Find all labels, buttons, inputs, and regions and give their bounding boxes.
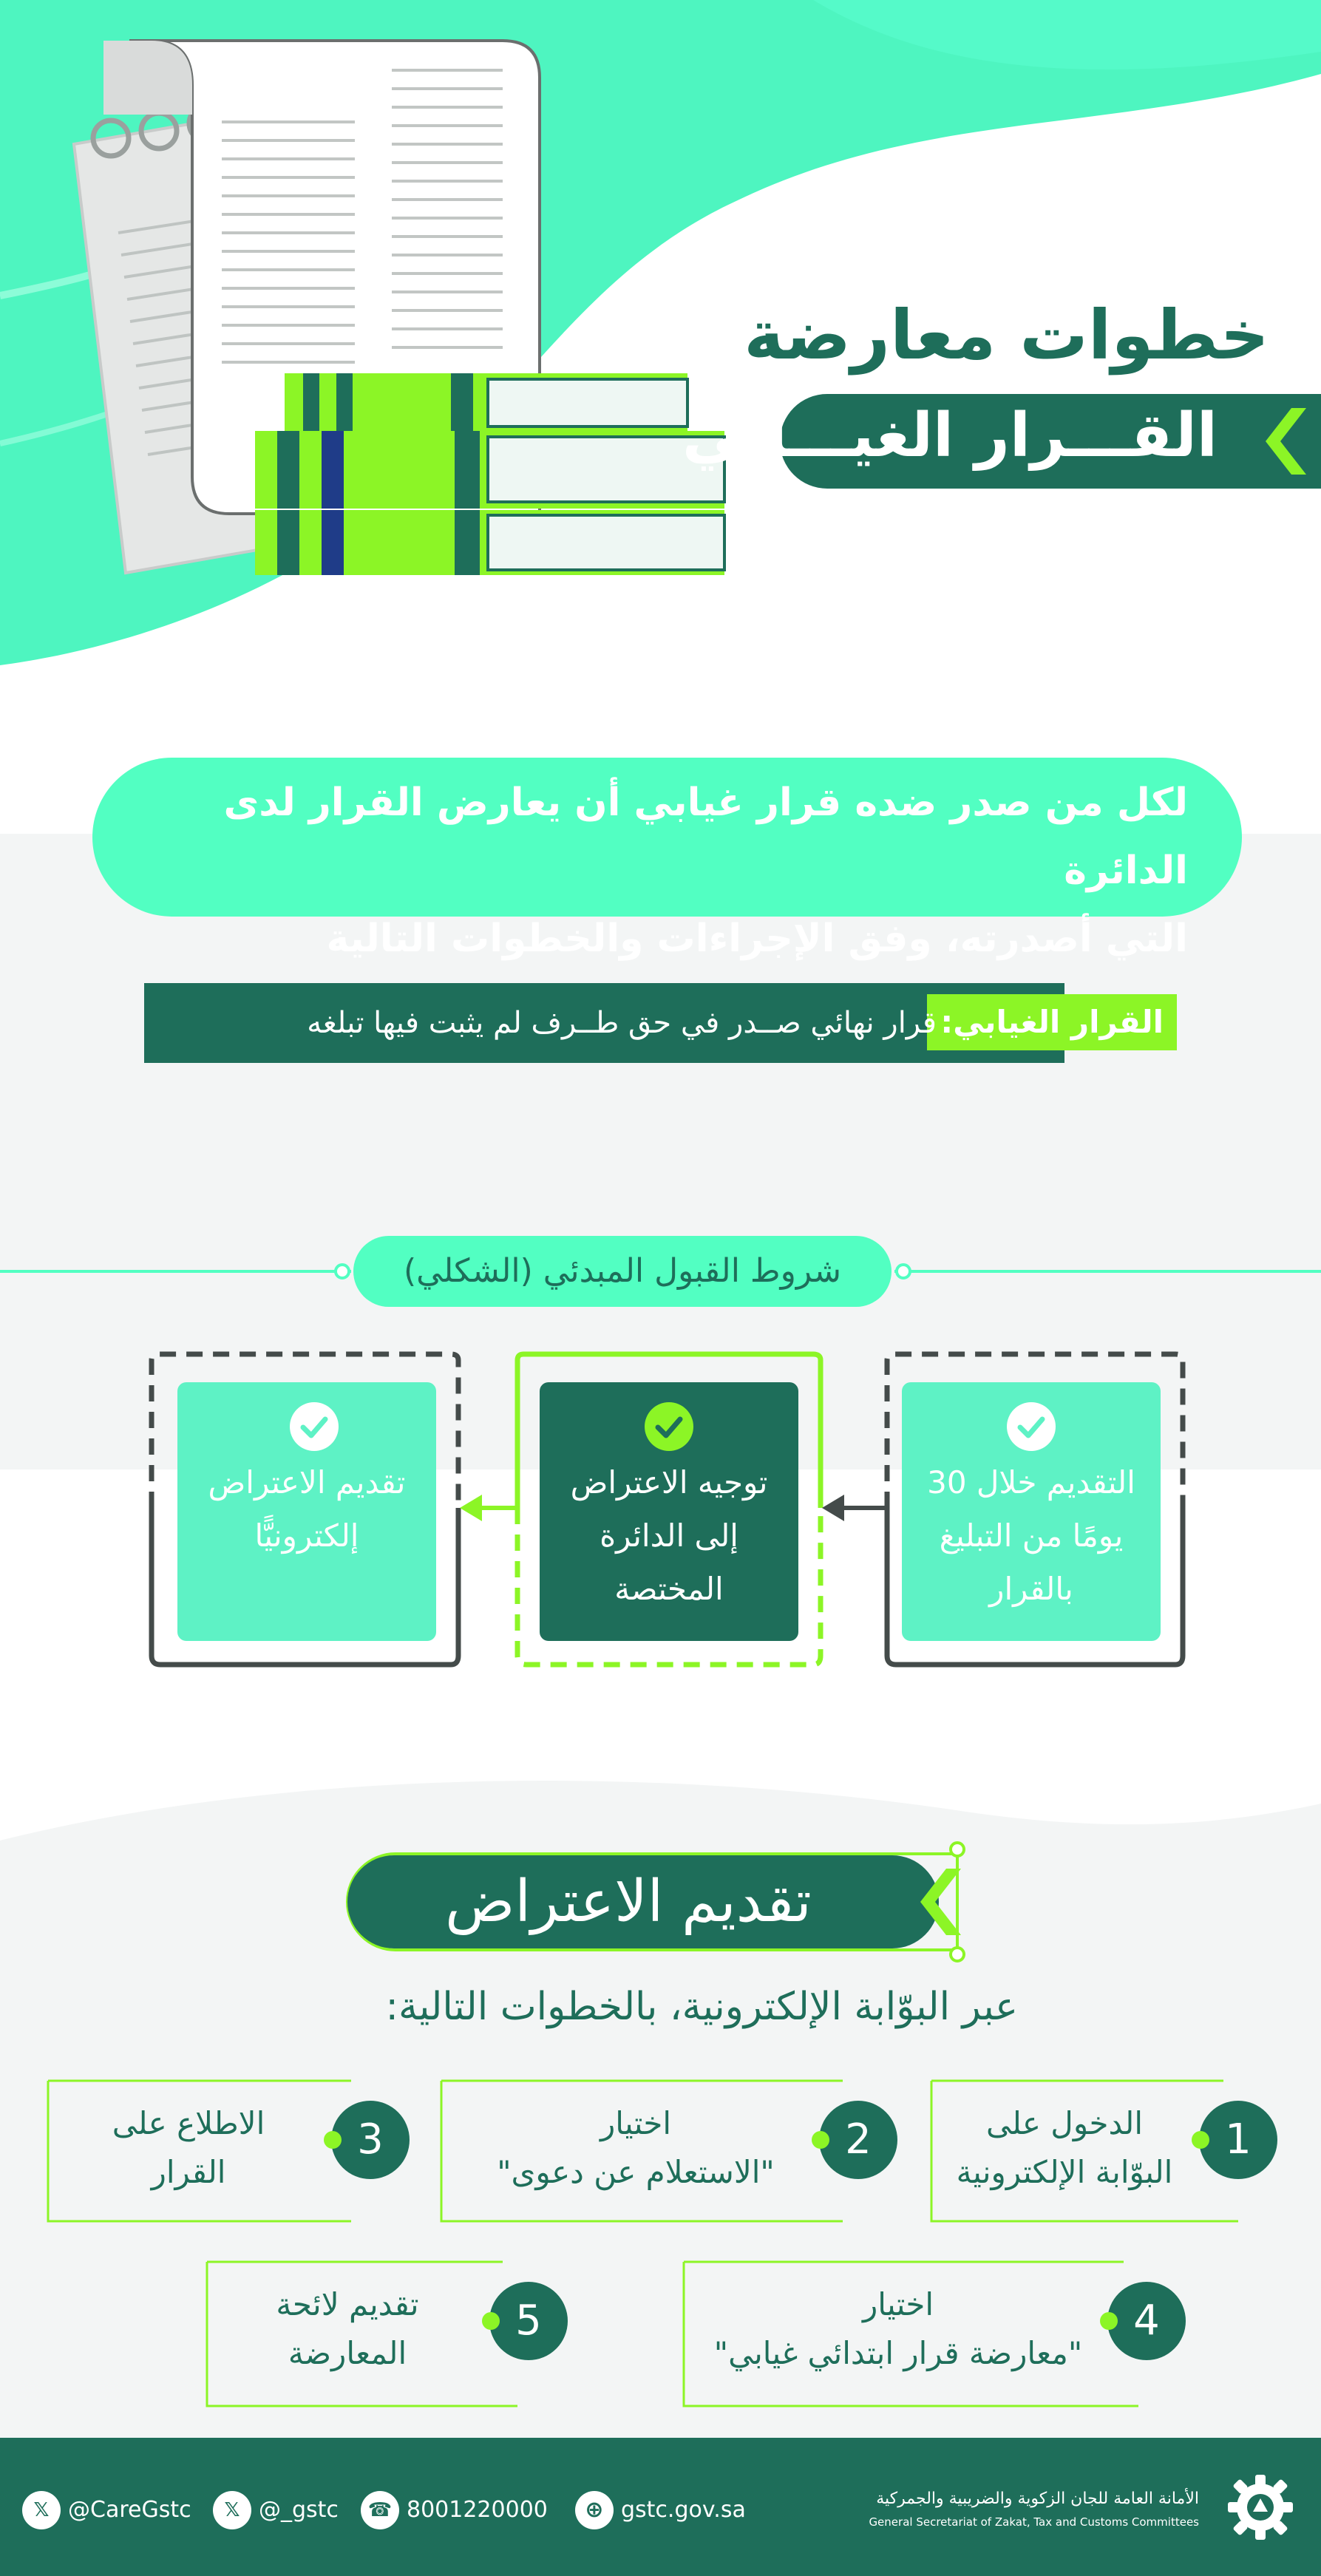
definition-text: قرار نهائي صــدر في حق طــرف لم يثبت فيها تبلغه — [307, 1006, 937, 1040]
step-4-number: 4 — [1107, 2282, 1186, 2360]
condition-card-1-line-3: بالقرار — [989, 1571, 1073, 1607]
footer-org-arabic: الأمانة العامة للجان الزكوية والضريبية والجمركية — [876, 2490, 1199, 2508]
step-4-line-2: "معارضة قرار ابتدائي غيابي" — [713, 2335, 1083, 2371]
condition-card-3-line-2: إلكترونيًّا — [254, 1518, 359, 1554]
books-stack-icon — [255, 373, 724, 575]
intro-text — [133, 769, 1188, 973]
condition-card-2-line-2: إلى الدائرة — [600, 1518, 738, 1554]
step-5-line-1: تقديم لائحة — [276, 2286, 419, 2322]
objection-subtitle: عبر البوّابة الإلكترونية، بالخطوات التالية: — [385, 1985, 1018, 2029]
step-5-dot — [482, 2312, 500, 2330]
step-2-line-1: اختيار — [600, 2105, 672, 2141]
conditions-title: شروط القبول المبدئي (الشكلي) — [403, 1252, 842, 1290]
globe-icon: ⊕ — [575, 2491, 614, 2529]
page-subtitle: القـــرار الغيـــابي — [682, 401, 1218, 471]
step-2-line-2: "الاستعلام عن دعوى" — [497, 2154, 775, 2190]
step-3-line-1: الاطلاع على — [112, 2105, 265, 2141]
step-1-text — [931, 2099, 1198, 2197]
step-2-text — [458, 2099, 813, 2197]
x-icon: 𝕏 — [213, 2491, 251, 2529]
phone-icon: ☎ — [361, 2491, 399, 2529]
step-5-number: 5 — [489, 2282, 568, 2360]
step-3-number: 3 — [331, 2101, 410, 2179]
condition-card-1-line-1: التقديم خلال 30 — [927, 1464, 1135, 1501]
step-3-text — [59, 2099, 318, 2197]
step-2-dot — [812, 2131, 829, 2149]
x-icon: 𝕏 — [22, 2491, 61, 2529]
check-circle-icon — [290, 1402, 339, 1451]
check-circle-icon — [645, 1402, 693, 1451]
footer-phone[interactable]: 8001220000 — [407, 2497, 548, 2523]
check-circle-icon — [1007, 1402, 1056, 1451]
condition-card-3-text — [185, 1456, 429, 1563]
papers-books-illustration — [67, 26, 747, 588]
logo-emblem-icon — [1223, 2470, 1297, 2544]
step-1-line-1: الدخول على — [985, 2105, 1143, 2141]
footer-website[interactable]: gstc.gov.sa — [621, 2497, 746, 2523]
condition-card-1-text — [909, 1456, 1153, 1616]
step-4-text — [691, 2280, 1105, 2378]
step-1-line-2: البوّابة الإلكترونية — [956, 2154, 1173, 2190]
condition-card-2-text — [547, 1456, 791, 1616]
condition-card-2-line-1: توجيه الاعتراض — [570, 1464, 768, 1501]
page-title: خطوات معارضة — [744, 296, 1269, 375]
footer-org-english: General Secretariat of Zakat, Tax and Customs Committees — [869, 2515, 1199, 2529]
step-5-text — [222, 2280, 473, 2378]
intro-line-2: التي أصدرته، وفق الإجراءات والخطوات التالية — [326, 917, 1188, 961]
step-3-dot — [324, 2131, 342, 2149]
step-2-number: 2 — [819, 2101, 897, 2179]
intro-line-1: لكل من صدر ضده قرار غيابي أن يعارض القرار لدى الدائرة — [223, 781, 1188, 893]
step-1-number: 1 — [1199, 2101, 1277, 2179]
condition-card-2-line-3: المختصة — [614, 1571, 724, 1607]
objection-title: تقديم الاعتراض — [445, 1869, 812, 1935]
definition-label: القرار الغيابي: — [927, 994, 1177, 1050]
step-3-line-2: القرار — [151, 2154, 226, 2190]
footer-twitter-care[interactable]: @CareGstc — [68, 2497, 191, 2523]
footer-twitter-gstc[interactable]: @_gstc — [259, 2497, 339, 2523]
condition-card-1-line-2: يومًا من التبليغ — [939, 1518, 1124, 1554]
step-5-line-2: المعارضة — [288, 2335, 407, 2371]
chevron-left-icon — [917, 1861, 968, 1943]
chevron-left-icon — [1262, 401, 1314, 482]
step-4-line-1: اختيار — [862, 2286, 934, 2322]
condition-card-3-line-1: تقديم الاعتراض — [208, 1464, 406, 1501]
